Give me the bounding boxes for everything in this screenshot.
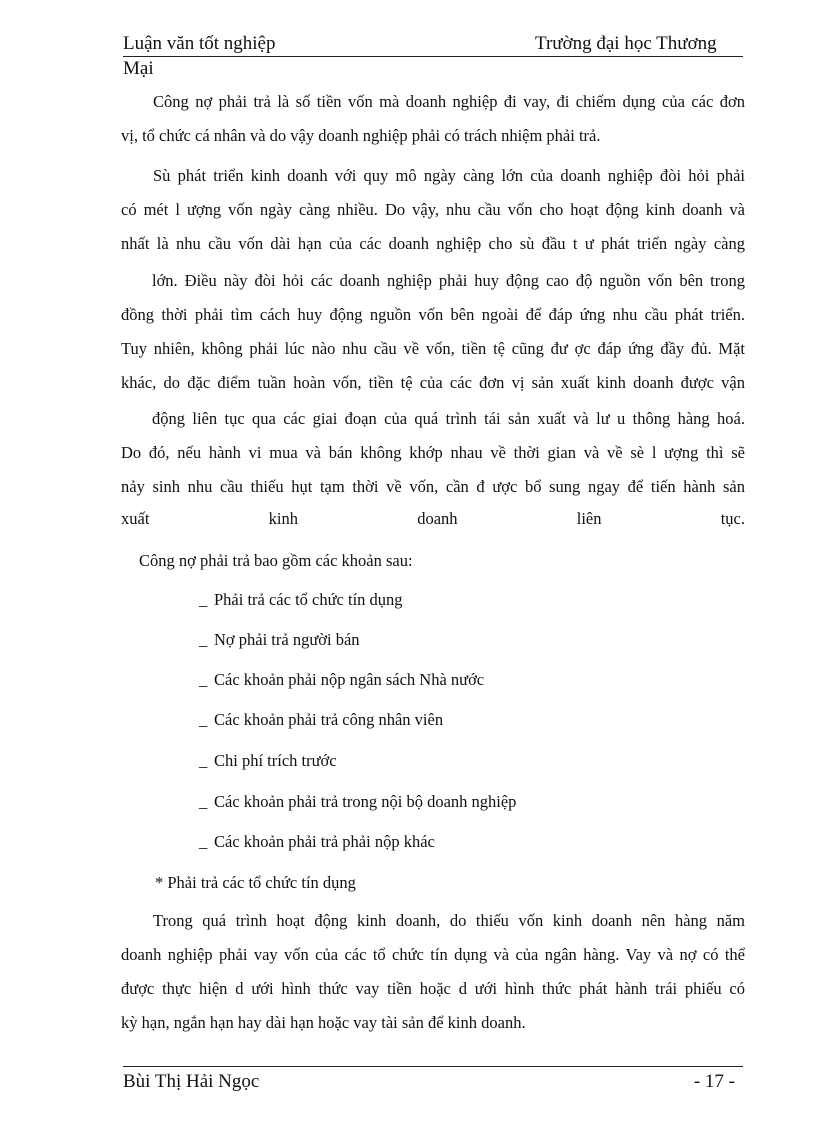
list-item: [199, 630, 360, 650]
page-number: - 17 -: [693, 1071, 735, 1092]
paragraph1-line: vị, tổ chức cá nhân và do vậy doanh nghiệp phải có trách nhiệm phải trả.: [121, 126, 601, 145]
header-title-right: Trường đại học Thương: [535, 33, 717, 54]
footer-divider: [123, 1066, 743, 1067]
paragraph2-line: lớn. Điều này đòi hỏi các doanh nghiệp phải huy động cao độ nguồn vốn bên trong: [152, 271, 745, 290]
footer-author: Bùi Thị Hải Ngọc: [123, 1071, 260, 1092]
list-item: [199, 832, 435, 852]
paragraph3-line: doanh nghiệp phải vay vốn của các tổ chức tín dụng và của ngân hàng. Vay và nợ có thể: [121, 945, 745, 964]
paragraph2-line: đồng thời phải tìm cách huy động nguồn vốn bên ngoài để đáp ứng nhu cầu phát triển.: [121, 305, 745, 324]
header-title-left: Luận văn tốt nghiệp: [123, 33, 276, 54]
paragraph2-line: Sù phát triển kinh doanh với quy mô ngày càng lớn của doanh nghiệp đòi hỏi phải: [153, 166, 745, 185]
bullet-mark: _: [199, 670, 208, 689]
paragraph2-line: nảy sinh nhu cầu thiếu hụt tạm thời về vốn, cần đ ược bổ sung ngay để tiến hành sản: [121, 477, 745, 496]
paragraph2-line: nhất là nhu cầu vốn dài hạn của các doanh nghiệp cho sù đầu t ư phát triển ngày càng: [121, 234, 745, 253]
list-item-text: Các khoản phải trả trong nội bộ doanh nghiệp: [214, 792, 517, 811]
bullet-mark: _: [199, 710, 208, 729]
paragraph3-line: Trong quá trình hoạt động kinh doanh, do thiếu vốn kinh doanh nên hàng năm: [153, 911, 745, 930]
paragraph2-line: có mét l ượng vốn ngày càng nhiều. Do vậy, nhu cầu vốn cho hoạt động kinh doanh và: [121, 200, 745, 219]
list-item-text: Phải trả các tổ chức tín dụng: [214, 590, 403, 609]
list-intro: Công nợ phải trả bao gồm các khoản sau:: [139, 551, 413, 570]
list-item: [199, 590, 403, 610]
list-item-text: Các khoản phải nộp ngân sách Nhà nước: [214, 670, 485, 689]
list-item-text: Nợ phải trả người bán: [214, 630, 360, 649]
paragraph2-line: động liên tục qua các giai đoạn của quá trình tái sản xuất và lư u thông hàng hoá.: [152, 409, 745, 428]
bullet-mark: _: [199, 590, 208, 609]
list-item-text: Các khoản phải trả công nhân viên: [214, 710, 444, 729]
paragraph3-line: kỳ hạn, ngắn hạn hay dài hạn hoặc vay tài sản để kinh doanh.: [121, 1013, 526, 1032]
bullet-mark: _: [199, 832, 208, 851]
paragraph2-line: khác, do đặc điểm tuần hoàn vốn, tiền tệ của các đơn vị sản xuất kinh doanh được vận: [121, 373, 745, 392]
page-header: [123, 30, 743, 57]
list-item: [199, 792, 516, 812]
paragraph2-line: xuất kinh doanh liên tục.: [121, 509, 745, 528]
paragraph2-line: Tuy nhiên, không phải lúc nào nhu cầu về vốn, tiền tệ cũng đư ợc đáp ứng đầy đủ. Mặt: [121, 339, 745, 358]
paragraph1-line: Công nợ phải trả là số tiền vốn mà doanh nghiệp đi vay, đi chiếm dụng của các đơn: [153, 92, 745, 111]
header-title-continuation: Mại: [123, 58, 154, 79]
bullet-mark: _: [199, 751, 208, 770]
subheading: * Phải trả các tổ chức tín dụng: [155, 873, 356, 892]
list-item: [199, 710, 443, 730]
list-item-text: Chi phí trích trước: [214, 751, 337, 770]
list-item-text: Các khoản phải trả phải nộp khác: [214, 832, 435, 851]
list-item: [199, 751, 337, 771]
paragraph3-line: được thực hiện d ưới hình thức vay tiền hoặc d ưới hình thức phát hành trái phiếu có: [121, 979, 745, 998]
bullet-mark: _: [199, 792, 208, 811]
bullet-mark: _: [199, 630, 208, 649]
paragraph2-line: Do đó, nếu hành vi mua và bán không khớp nhau về thời gian và về sè l ượng thì sẽ: [121, 443, 745, 462]
list-item: [199, 670, 484, 690]
